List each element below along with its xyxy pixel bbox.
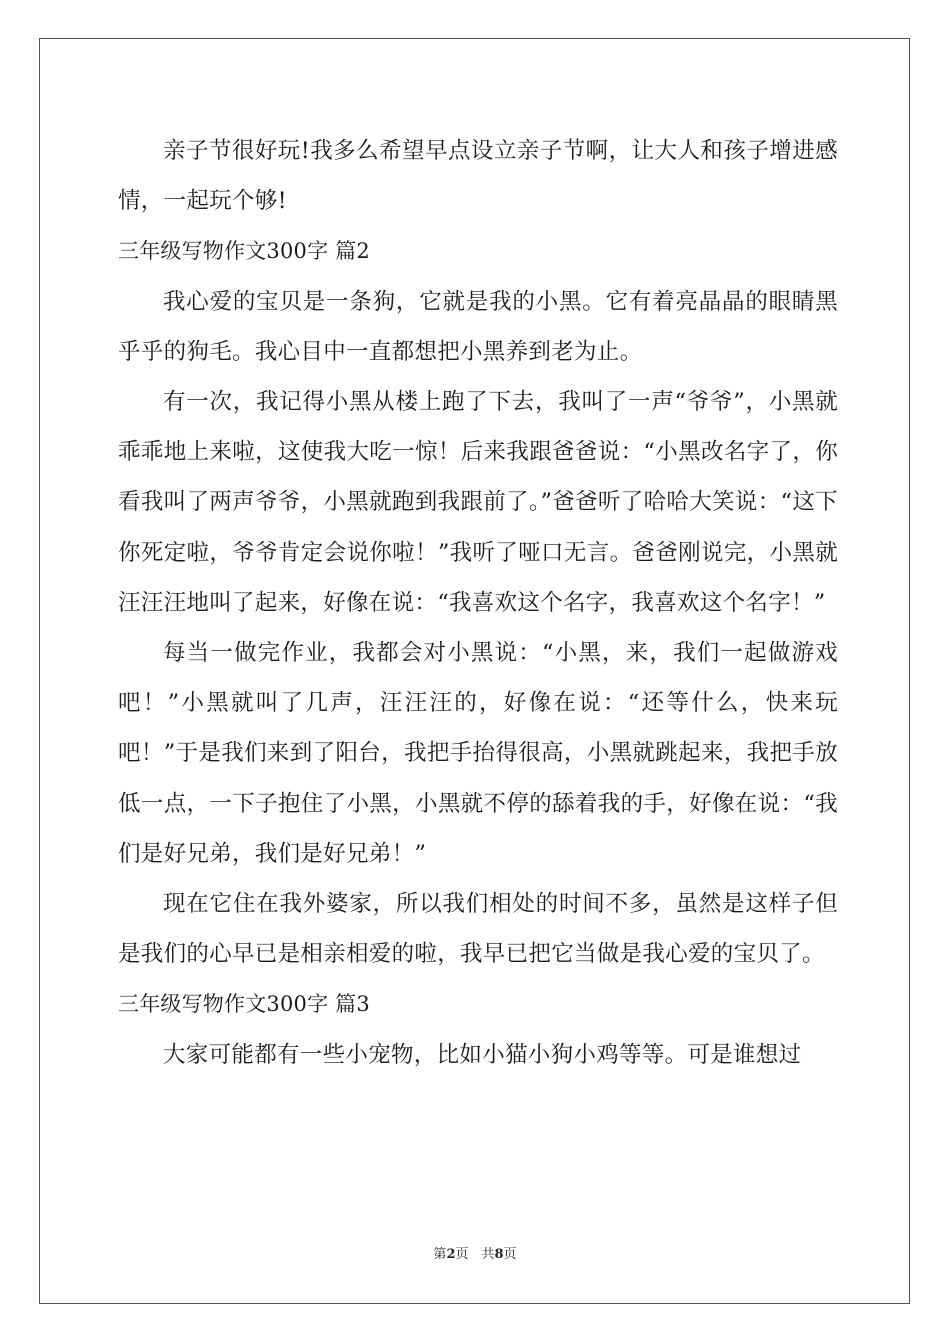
paragraph: 亲子节很好玩!我多么希望早点设立亲子节啊，让大人和孩子增进感情，一起玩个够!	[118, 138, 838, 215]
page-footer	[0, 1246, 950, 1264]
section-heading: 三年级写物作文300字 篇2	[118, 239, 370, 264]
paragraph: 每当一做完作业，我都会对小黑说：“小黑，来，我们一起做游戏吧！”小黑就叫了几声，汪汪汪的，好像在说：“还等什么，快来玩吧！”于是我们来到了阳台，我把手抬得很高，小黑就跳起来，我把手放低一点，一下子抱住了小黑，小黑就不停的舔着我的手，好像在说：“我们是好兄弟，我们是好兄弟！”	[118, 640, 838, 867]
footer-prefix: 第	[433, 1247, 447, 1262]
paragraph: 现在它住在我外婆家，所以我们相处的时间不多，虽然是这样子但是我们的心早已是相亲相爱的啦，我早已把它当做是我心爱的宝贝了。	[118, 891, 838, 968]
footer-total-pages: 8	[494, 1247, 504, 1262]
footer-total-suffix: 页	[503, 1247, 517, 1262]
paragraph: 我心爱的宝贝是一条狗，它就是我的小黑。它有着亮晶晶的眼睛黑乎乎的狗毛。我心目中一直都想把小黑养到老为止。	[118, 288, 838, 365]
footer-page-suffix: 页 共	[455, 1247, 495, 1262]
section-heading: 三年级写物作文300字 篇3	[118, 992, 370, 1017]
document-body	[118, 126, 838, 1080]
paragraph: 大家可能都有一些小宠物，比如小猫小狗小鸡等等。可是谁想过	[163, 1041, 802, 1068]
footer-page-number: 2	[446, 1247, 456, 1262]
paragraph: 有一次，我记得小黑从楼上跑了下去，我叫了一声“爷爷”，小黑就乖乖地上来啦，这使我大吃一惊！后来我跟爸爸说：“小黑改名字了，你看我叫了两声爷爷，小黑就跑到我跟前了。”爸爸听了哈哈大笑说：“这下你死定啦，爷爷肯定会说你啦！”我听了哑口无言。爸爸刚说完，小黑就汪汪汪地叫了起来，好像在说：“我喜欢这个名字，我喜欢这个名字！”	[118, 389, 838, 616]
